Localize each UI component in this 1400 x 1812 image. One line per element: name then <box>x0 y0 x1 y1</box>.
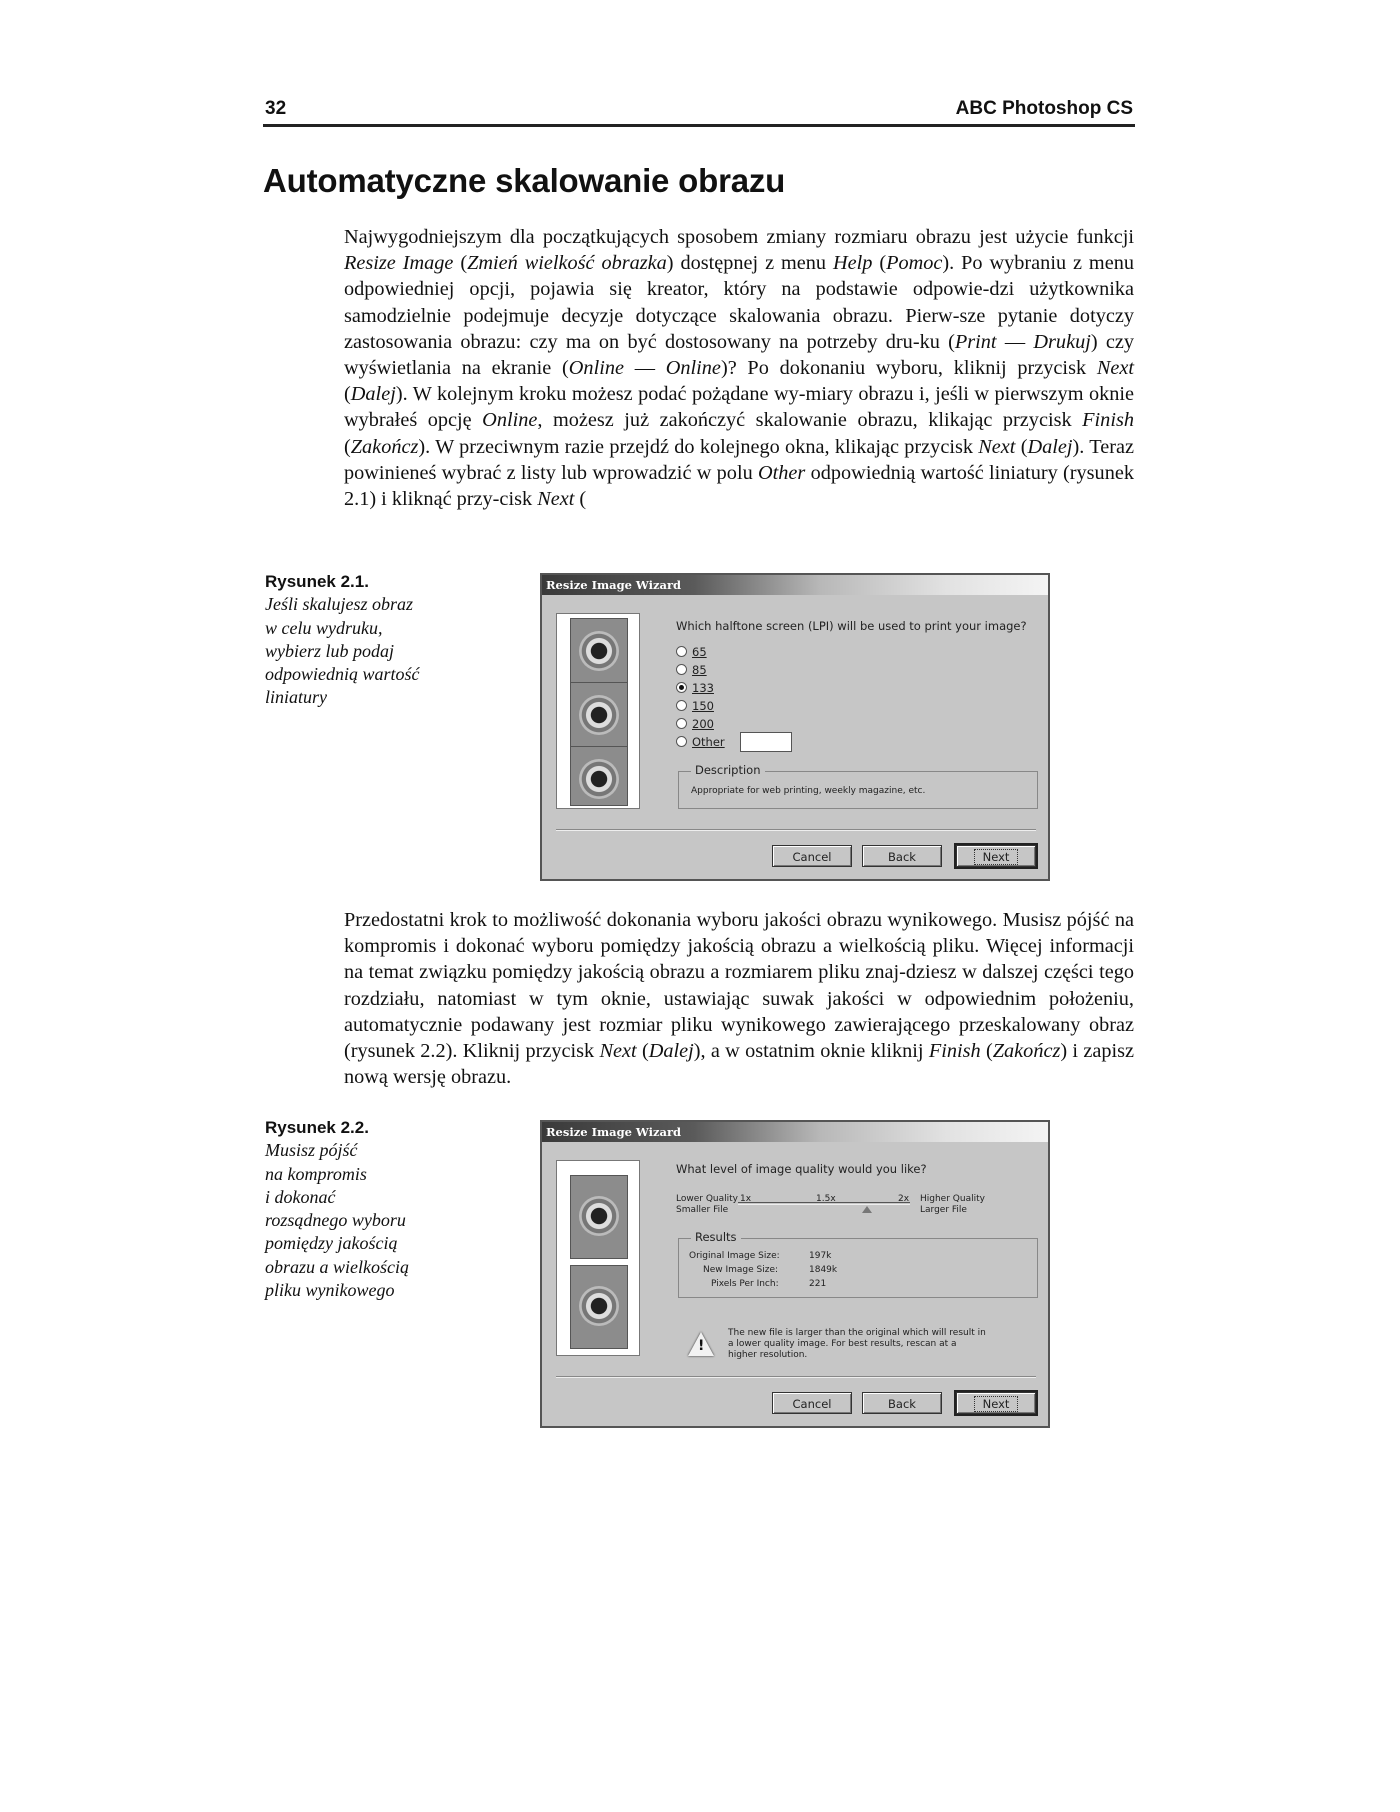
tick-2x: 2x <box>898 1194 910 1204</box>
tick-1-5x: 1.5x <box>816 1194 836 1204</box>
radio-65-dot <box>676 646 687 657</box>
figure-2-label: Rysunek 2.2. <box>265 1118 369 1137</box>
radio-85-dot <box>676 664 687 675</box>
next-button[interactable]: Next <box>956 845 1036 867</box>
sunflower-thumbnail-1 <box>570 1175 628 1259</box>
quality-slider-thumb[interactable] <box>862 1206 872 1213</box>
figure-1-caption: Rysunek 2.1. Jeśli skalujesz obraz w celu wydruku, wybierz lub podaj odpowiednią wartość liniatury <box>265 570 465 710</box>
book-title: ABC Photoshop CS <box>955 98 1133 119</box>
radio-133[interactable]: 133 <box>676 681 714 695</box>
paragraph-2: Przedostatni krok to możliwość dokonania wyboru jakości obrazu wynikowego. Musisz pójść na kompromis i dokonać wyboru pomiędzy jakością obrazu a wielkością pliku. Więcej informacji na temat związku pomiędzy jakością obrazu a rozmiarem pliku znaj-dziesz w dalszej części tego rozdziału, natomiast w tym oknie, ustawiając suwak jakości w odpowiednim położeniu, automatycznie podawany jest rozmiar pliku wynikowego zawierającego przeskalowany obraz (rysunek 2.2). Kliknij przycisk Next (Dalej), a w ostatnim oknie kliknij Finish (Zakończ) i zapisz nową wersję obrazu. <box>344 909 1134 1089</box>
figure-2-caption: Rysunek 2.2. Musisz pójść na kompromis i dokonać rozsądnego wyboru pomiędzy jakością obrazu a wielkością pliku wynikowego <box>265 1116 465 1302</box>
sunflower-thumbnail-1 <box>570 618 628 684</box>
results-legend: Results <box>691 1230 741 1244</box>
page-number: 32 <box>265 98 287 119</box>
figure-1-label: Rysunek 2.1. <box>265 572 369 591</box>
sunflower-thumbnail-2 <box>570 1265 628 1349</box>
wizard-question: What level of image quality would you like? <box>676 1162 927 1176</box>
results-group <box>678 1230 1038 1298</box>
other-lpi-input[interactable] <box>740 732 792 752</box>
larger-file-label: Larger File <box>920 1205 967 1215</box>
preview-thumbnails <box>556 613 640 809</box>
wizard-question: Which halftone screen (LPI) will be used to print your image? <box>676 619 1027 633</box>
ppi-value: 221 <box>809 1279 827 1289</box>
dialog-title: Resize Image Wizard <box>542 1122 1048 1142</box>
cancel-button[interactable]: Cancel <box>772 845 852 867</box>
description-group <box>678 763 1038 809</box>
original-size-label: Original Image Size: <box>689 1251 780 1261</box>
description-legend: Description <box>691 763 765 777</box>
new-size-value: 1849k <box>809 1265 838 1275</box>
ppi-label: Pixels Per Inch: <box>711 1279 779 1289</box>
radio-other[interactable]: Other <box>676 735 725 749</box>
dialog-title: Resize Image Wizard <box>542 575 1048 595</box>
dialog-separator <box>556 829 1036 831</box>
resize-wizard-dialog-lpi <box>540 573 1050 881</box>
radio-200-dot <box>676 718 687 729</box>
resize-wizard-dialog-quality <box>540 1120 1050 1428</box>
next-button[interactable]: Next <box>956 1392 1036 1414</box>
paragraph-1: Najwygodniejszym dla początkujących sposobem zmiany rozmiaru obrazu jest użycie funkcji Resize Image (Zmień wielkość obrazka) dostępnej z menu Help (Pomoc). Po wybraniu z menu odpowiedniej opcji, pojawia się kreator, który na podstawie odpowie-dzi użytkownika samodzielnie podejmuje decyzje dotyczące skalowania obrazu. Pierw-sze pytanie dotyczy zastosowania obrazu: czy ma on być dostosowany na potrzeby dru-ku (Print — Drukuj) czy wyświetlania na ekranie (Online — Online)? Po dokonaniu wyboru, kliknij przycisk Next (Dalej). W kolejnym kroku możesz podać pożądane wy-miary obrazu i, jeśli w pierwszym oknie wybrałeś opcję Online, możesz już zakończyć skalowanie obrazu, klikając przycisk Finish (Zakończ). W przeciwnym razie przejdź do kolejnego okna, klikając przycisk Next (Dalej). Teraz powinieneś wybrać z listy lub wprowadzić w polu Other odpowiednią wartość liniatury (rysunek 2.1) i kliknąć przy-cisk Next ( <box>344 226 1135 511</box>
radio-150-dot <box>676 700 687 711</box>
cancel-button[interactable]: Cancel <box>772 1392 852 1414</box>
new-size-label: New Image Size: <box>703 1265 779 1275</box>
higher-quality-label: Higher Quality <box>920 1194 985 1204</box>
warning-icon: ! <box>688 1332 714 1356</box>
radio-65[interactable]: 65 <box>676 645 707 659</box>
radio-200[interactable]: 200 <box>676 717 714 731</box>
lower-quality-label: Lower Quality <box>676 1194 738 1204</box>
radio-other-dot <box>676 736 687 747</box>
quality-slider-track[interactable] <box>738 1202 910 1205</box>
dialog-separator <box>556 1376 1036 1378</box>
section-heading: Automatyczne skalowanie obrazu <box>263 162 786 199</box>
sunflower-thumbnail-2 <box>570 682 628 748</box>
radio-133-dot <box>676 682 687 693</box>
preview-thumbnails <box>556 1160 640 1356</box>
back-button[interactable]: Back <box>862 1392 942 1414</box>
back-button[interactable]: Back <box>862 845 942 867</box>
original-size-value: 197k <box>809 1251 832 1261</box>
running-header <box>263 96 1135 127</box>
smaller-file-label: Smaller File <box>676 1205 729 1215</box>
sunflower-thumbnail-3 <box>570 746 628 806</box>
warning-text: The new file is larger than the original which will result in a lower quality image. For best results, rescan at a higher resolution. <box>728 1328 986 1360</box>
radio-150[interactable]: 150 <box>676 699 714 713</box>
tick-1x: 1x <box>740 1194 752 1204</box>
radio-85[interactable]: 85 <box>676 663 707 677</box>
description-text: Appropriate for web printing, weekly magazine, etc. <box>691 786 926 796</box>
